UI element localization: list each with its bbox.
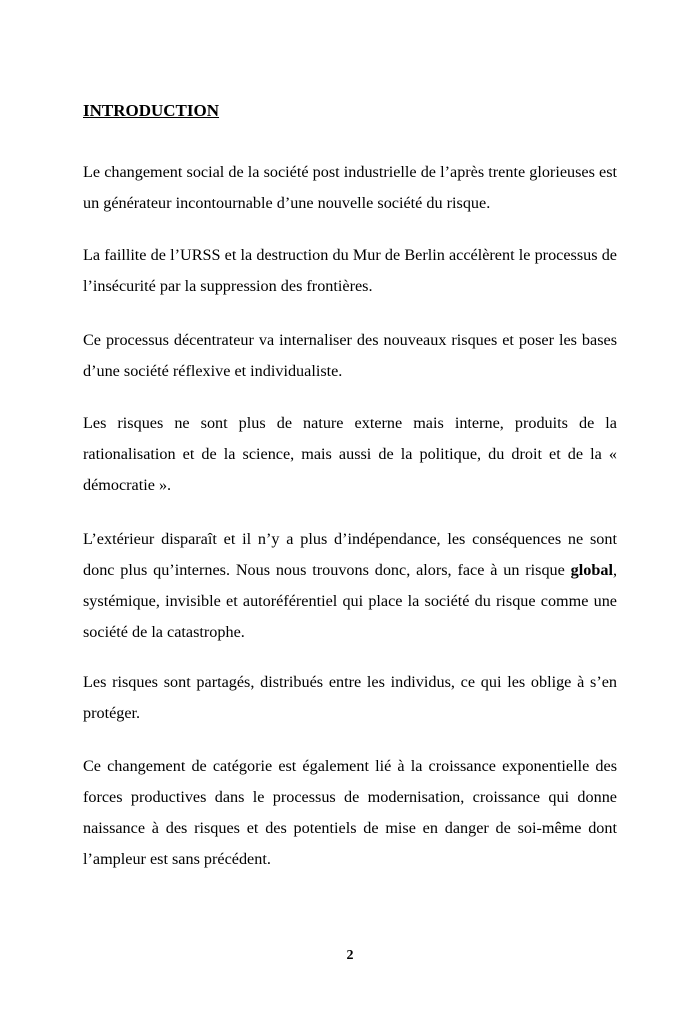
paragraph-6: Les risques sont partagés, distribués entre les individus, ce qui les oblige à s’en protéger. [83, 673, 617, 722]
emphasis-global: global [570, 561, 613, 579]
paragraph-1: Le changement social de la société post industrielle de l’après trente glorieuses est un générateur incontournable d’une nouvelle société du risque. [83, 163, 617, 212]
paragraph-5-text-before: L’extérieur disparaît et il n’y a plus d’indépendance, les conséquences ne sont donc plus qu’internes. Nous nous trouvons donc, alors, face à un risque [83, 530, 617, 579]
paragraph-5 [83, 524, 617, 648]
page-number: 2 [346, 948, 354, 963]
paragraph-2: La faillite de l’URSS et la destruction du Mur de Berlin accélèrent le processus de l’insécurité par la suppression des frontières. [83, 246, 617, 295]
paragraph-4: Les risques ne sont plus de nature externe mais interne, produits de la rationalisation et de la science, mais aussi de la politique, du droit et de la « démocratie ». [83, 414, 617, 494]
section-heading: INTRODUCTION [83, 101, 220, 120]
paragraph-5-text-after: , systémique, invisible et autoréférentiel qui place la société du risque comme une société de la catastrophe. [83, 561, 617, 641]
paragraph-7: Ce changement de catégorie est également lié à la croissance exponentielle des forces productives dans le processus de modernisation, croissance qui donne naissance à des risques et des potentiels de mise en danger de soi-même dont l’ampleur est sans précédent. [83, 757, 617, 868]
paragraph-3: Ce processus décentrateur va internaliser des nouveaux risques et poser les bases d’une société réflexive et individualiste. [83, 331, 617, 380]
